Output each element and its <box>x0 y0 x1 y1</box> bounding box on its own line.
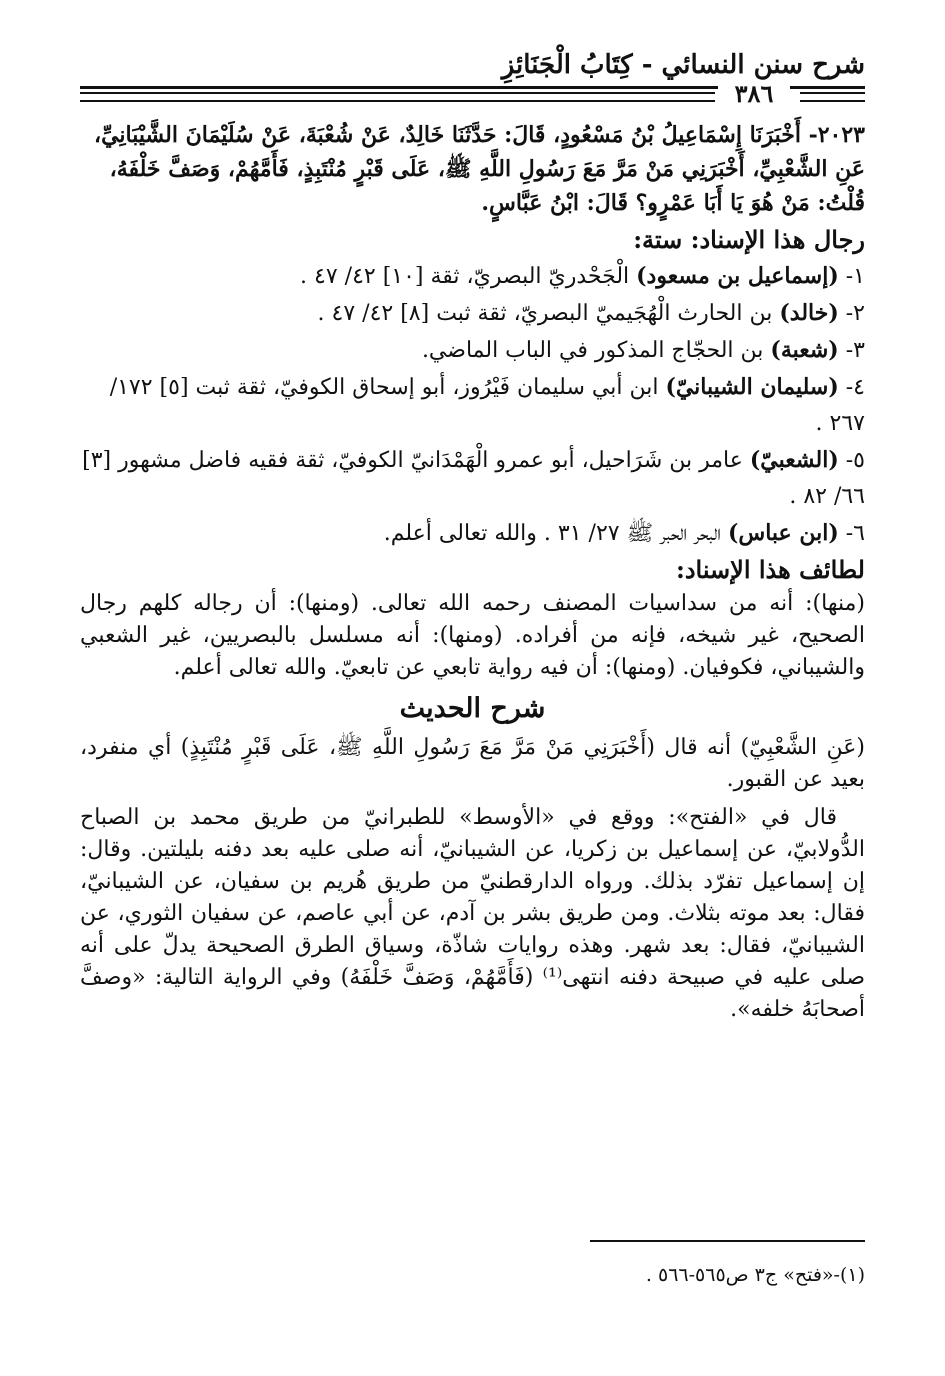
narrator-item <box>80 369 865 442</box>
narrator-details: ابن أبي سليمان فَيْرُوز، أبو إسحاق الكوفيّ، ثقة ثبت [٥] ١٧٢/ ٢٦٧ . <box>109 375 865 436</box>
narrator-details: البحر الحبر ﷺ ٢٧/ ٣١ . والله تعالى أعلم. <box>383 521 721 546</box>
narrator-item <box>80 442 865 515</box>
narrator-name: (شعبة) <box>770 337 839 363</box>
narrator-details: عامر بن شَرَاحيل، أبو عمرو الْهَمْدَانيّ الكوفيّ، ثقة فقيه فاضل مشهور [٣] ٦٦/ ٨٢ . <box>82 448 865 509</box>
narrators-list <box>80 258 865 552</box>
narrator-number: ٦- <box>845 521 865 546</box>
commentary-heading: شرح الحديث <box>399 693 546 724</box>
narrator-number: ٣- <box>845 338 865 363</box>
footnote-rule <box>590 1240 865 1242</box>
commentary-paragraph: (عَنِ الشَّعْبِيّ) أنه قال (أَخْبَرَنِي مَنْ مَرَّ مَعَ رَسُولِ اللَّهِ ﷺ، عَلَى قَبْرٍ مُنْتَبِذٍ) أي منفرد، بعيد عن القبور. <box>80 735 865 792</box>
narrator-number: ٤- <box>845 375 865 400</box>
main-text <box>80 118 865 1026</box>
narrator-details: الْجَحْدريّ البصريّ، ثقة [١٠] ٤٢/ ٤٧ . <box>300 264 630 289</box>
narrators-heading: رجال هذا الإسناد: ستة: <box>633 225 865 254</box>
subtleties-text: (منها): أنه من سداسيات المصنف رحمه الله تعالى. (ومنها): أن رجاله كلهم رجال الصحيح، غير شيخه، فإنه من أفراده. (ومنها): أنه مسلسل بالبصريين، غير الشعبي والشيباني، فكوفيان. (ومنها): أن فيه رواية تابعي عن تابعيّ. والله تعالى أعلم. <box>80 591 866 680</box>
page-number: ٣٨٦ <box>718 80 790 108</box>
narrator-number: ٥- <box>845 448 865 473</box>
narrator-number: ٢- <box>845 301 865 326</box>
narrator-name: (ابن عباس) <box>727 520 839 546</box>
commentary-paragraph: قال في «الفتح»: ووقع في «الأوسط» للطبرانيّ من طريق محمد بن الصباح الدُّولابيّ، عن إسماعيل بن زكريا، عن الشيبانيّ، أنه صلى عليه بعد دفنه بليلتين. وقال: إن إسماعيل تفرّد بذلك. ورواه الدارقطنيّ من طريق هُريم بن سفيان، عن الشيبانيّ، فقال: بعد موته بثلاث. ومن طريق بشر بن آدم، عن أبي عاصم، عن سفيان الثوري، عن الشيبانيّ، فقال: بعد شهر. وهذه روايات شاذّة، وسياق الطرق الصحيحة يدلّ على أنه صلى عليه في صبيحة دفنه انتهى⁽¹⁾ (فَأَمَّهُمْ، وَصَفَّ خَلْفَهُ) وفي الرواية التالية: «وصفَّ أصحابَهُ خلفه». <box>80 805 865 1022</box>
subtleties-heading: لطائف هذا الإسناد: <box>675 555 865 584</box>
narrator-details: بن الحارث الْهُجَيميّ البصريّ، ثقة ثبت [٨] ٤٢/ ٤٧ . <box>317 301 773 326</box>
narrator-details: بن الحجّاج المذكور في الباب الماضي. <box>421 338 764 363</box>
header-double-rule-left <box>800 92 865 102</box>
narrator-item <box>80 515 865 552</box>
narrator-name: (خالد) <box>779 300 839 326</box>
narrator-name: (إسماعيل بن مسعود) <box>636 263 839 289</box>
narrator-item <box>80 295 865 332</box>
narrator-item <box>80 258 865 295</box>
narrator-number: ١- <box>845 264 865 289</box>
narrator-name: (الشعبيّ) <box>749 447 839 473</box>
narrator-name: (سليمان الشيبانيّ) <box>665 374 839 400</box>
footnote: (١)-«فتح» ج٣ ص٥٦٥-٥٦٦ . <box>645 1264 865 1286</box>
running-title: شرح سنن النسائي - كِتَابُ الْجَنَائِزِ <box>501 50 865 80</box>
narrator-item <box>80 332 865 369</box>
header-double-rule-right <box>80 92 715 102</box>
hadith-text: ٢٠٢٣- أَخْبَرَنَا إِسْمَاعِيلُ بْنُ مَسْعُودٍ، قَالَ: حَدَّثَنَا خَالِدٌ، عَنْ شُعْبَةَ، عَنْ سُلَيْمَانَ الشَّيْبَانِيِّ، عَنِ الشَّعْبِيِّ، أَخْبَرَنِي مَنْ مَرَّ مَعَ رَسُولِ اللَّهِ ﷺ، عَلَى قَبْرٍ مُنْتَبِذٍ، فَأَمَّهُمْ، وَصَفَّ خَلْفَهُ، قُلْتُ: مَنْ هُوَ يَا أَبَا عَمْرٍو؟ قَالَ: ابْنُ عَبَّاسٍ. <box>93 122 865 216</box>
